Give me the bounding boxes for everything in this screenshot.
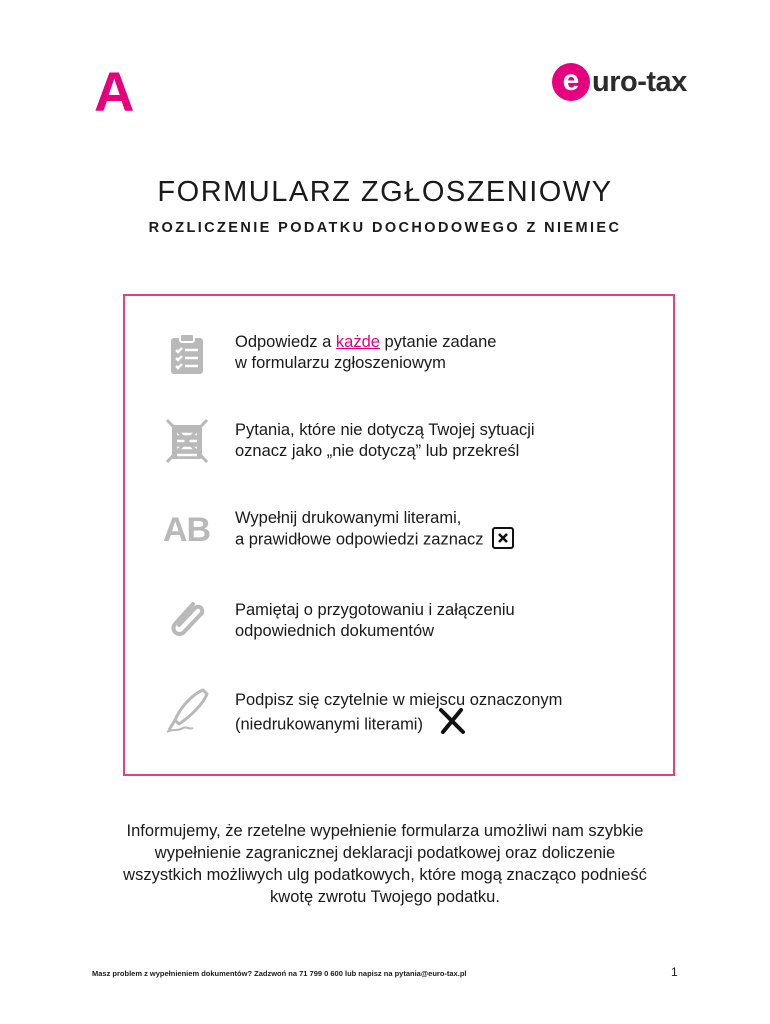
checkbox-x-example-icon [492,527,514,549]
logo-text: uro-tax [592,65,687,98]
instructions-box [123,294,675,776]
info-line: Informujemy, że rzetelne wypełnienie formularza umożliwi nam szybkie [126,822,644,840]
highlight-word: każde [335,333,380,351]
instruction-line [235,332,496,353]
instruction-line [235,529,514,551]
form-subtitle: ROZLICZENIE PODATKU DOCHODOWEGO Z NIEMIEC [148,220,622,236]
instruction-line: oznacz jako „nie dotyczą” lub przekreśl [235,442,520,460]
clipboard-checklist-icon [163,330,211,378]
footer-contact-note: Masz problem z wypełnieniem dokumentów? Zadzwoń na 71 799 0 600 lub napisz na pytania@euro-tax.pl [92,969,467,978]
instruction-text-part: pytanie zadane [379,333,497,351]
logo-e-mark: e [552,63,590,101]
instruction-text [235,600,515,642]
page-letter: A [94,60,135,123]
instruction-line: w formularzu zgłoszeniowym [235,354,446,372]
signature-x-mark-icon [437,707,467,735]
paperclip-icon [163,594,211,642]
fountain-pen-icon [163,686,211,734]
instruction-line: Pytania, które nie dotyczą Twojej sytuacji [235,421,535,439]
info-line: wszystkich możliwych ulg podatkowych, które mogą znacząco podnieść [123,866,647,884]
instruction-text [235,690,562,739]
page-number: 1 [671,965,678,979]
instruction-text-part: Odpowiedz a [235,333,336,351]
info-line: kwotę zwrotu Twojego podatku. [270,888,500,906]
instruction-line [235,711,562,739]
block-letters-icon: AB [163,511,211,549]
instruction-text-part: (niedrukowanymi literami) [235,715,423,734]
instruction-text-part: a prawidłowe odpowiedzi zaznacz [235,530,484,549]
instruction-text [235,508,514,551]
instruction-text [235,332,496,374]
instruction-line: Pamiętaj o przygotowaniu i załączeniu [235,601,515,619]
instruction-text [235,420,535,462]
info-paragraph [60,820,710,908]
instruction-line: Wypełnij drukowanymi literami, [235,509,462,527]
euro-tax-logo [552,60,687,104]
instruction-line: odpowiednich dokumentów [235,622,435,640]
crossed-out-list-icon [163,416,211,464]
instruction-line: Podpisz się czytelnie w miejscu oznaczonym [235,691,563,709]
info-line: wypełnienie zagranicznej deklaracji podatkowej oraz doliczenie [154,844,616,862]
form-title: FORMULARZ ZGŁOSZENIOWY [157,176,613,208]
